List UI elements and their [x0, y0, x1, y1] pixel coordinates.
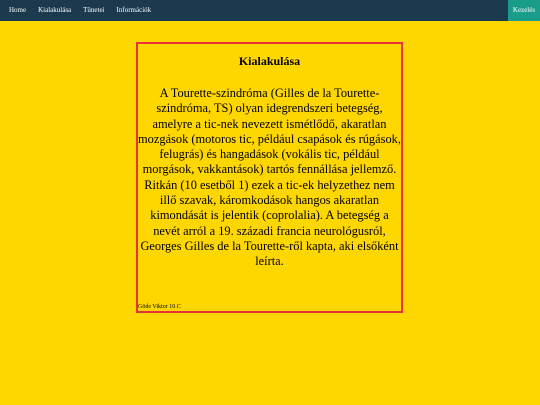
nav-item-kezeles[interactable]: Kezelés — [508, 0, 540, 21]
nav-item-tunetei[interactable]: Tünetei — [83, 6, 105, 14]
nav-item-home[interactable]: Home — [9, 6, 27, 14]
article-box — [136, 42, 403, 313]
top-navbar — [0, 0, 540, 21]
article-body: A Tourette-szindróma (Gilles de la Tourette-szindróma, TS) olyan idegrendszeri betegség, amelyre a tic-nek nevezett ismétlődő, akaratlan mozgások (motoros tic, például csapások és rúgások, felugrás) és hangadások (vokális tic, például morgások, vakkantások) tartós fennállása jellemző. Ritkán (10 esetből 1) ezek a tic-ek helyzethez nem illő szavak, káromkodások hangos akaratlan kimondását is jelentik (coprolalia). A betegség a nevét arról a 19. századi francia neurológusról, Georges Gilles de la Tourette-ről kapta, aki elsőként leírta. — [138, 86, 401, 269]
nav-item-kialakulasa[interactable]: Kialakulása — [38, 6, 72, 14]
article-title: Kialakulása — [238, 54, 301, 68]
author-credit: Göde Viktor 10.C — [138, 304, 181, 310]
nav-item-informaciok[interactable]: Információk — [116, 6, 152, 14]
